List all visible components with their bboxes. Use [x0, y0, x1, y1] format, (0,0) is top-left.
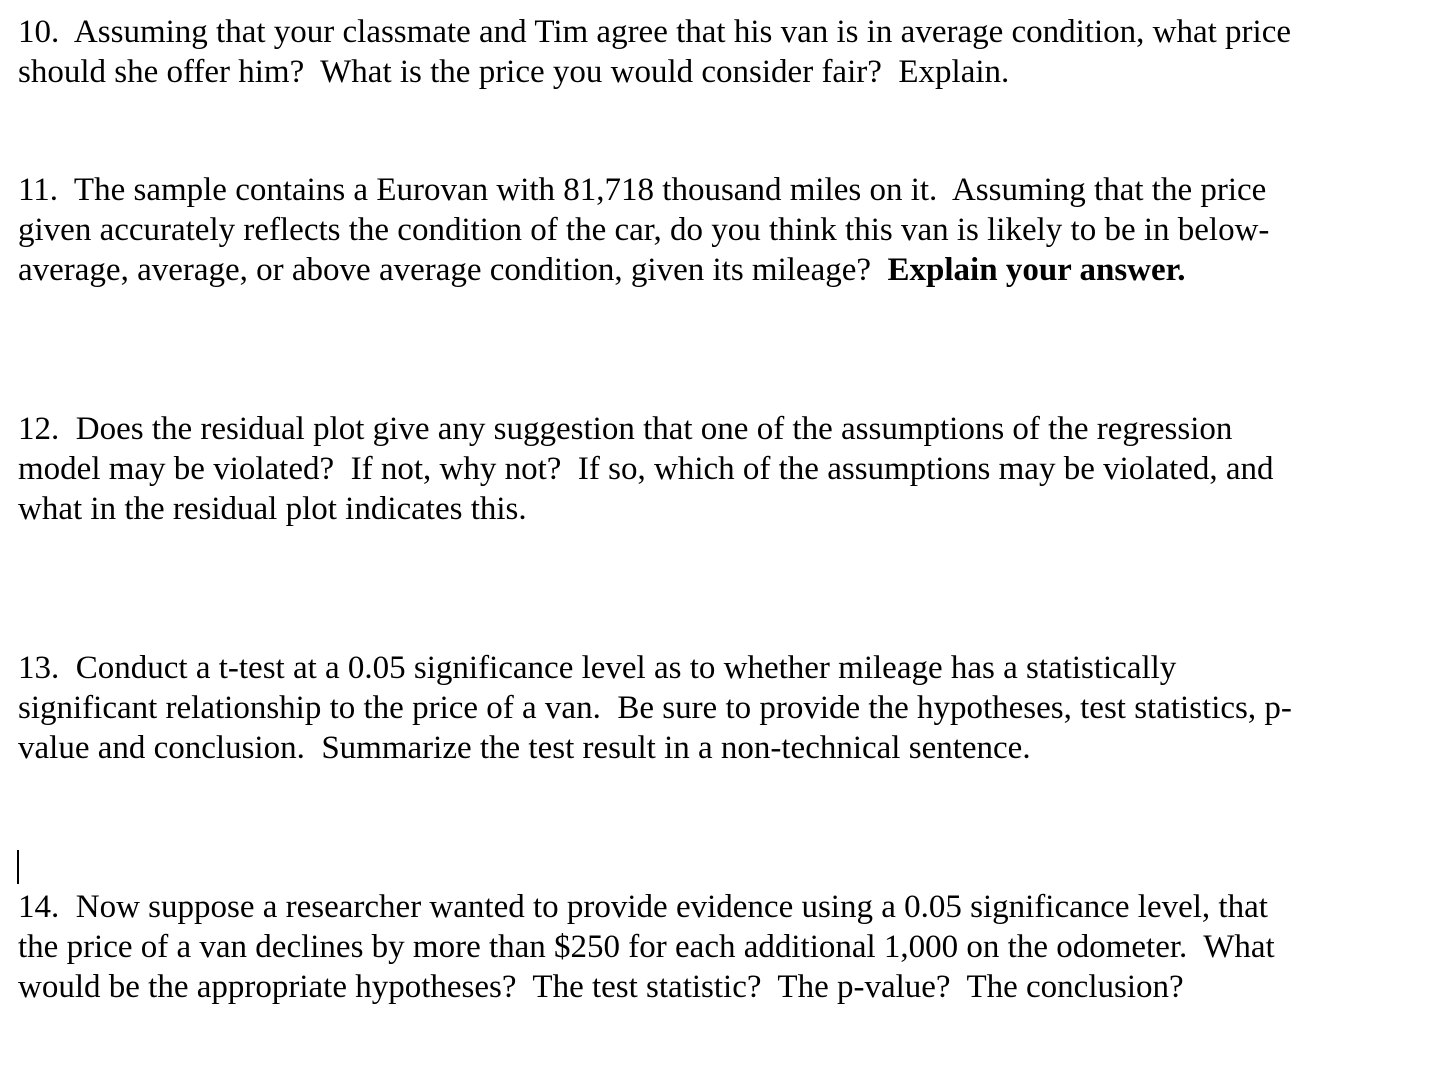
question-13-line-1: 13. Conduct a t-test at a 0.05 significance level as to whether mileage has a statistically — [18, 650, 1177, 686]
question-10 — [18, 12, 1438, 92]
question-10-line-2: should she offer him? What is the price you would consider fair? Explain. — [18, 54, 1010, 90]
question-12 — [18, 409, 1438, 529]
question-13-line-2: significant relationship to the price of a van. Be sure to provide the hypotheses, test statistics, p- — [18, 690, 1292, 726]
text-cursor — [17, 850, 19, 884]
question-13-line-3: value and conclusion. Summarize the test result in a non-technical sentence. — [18, 730, 1031, 766]
question-12-line-2: model may be violated? If not, why not? If so, which of the assumptions may be violated, and — [18, 451, 1274, 487]
question-14-line-2: the price of a van declines by more than $250 for each additional 1,000 on the odometer. What — [18, 929, 1275, 965]
question-11-line-3-wrapper — [18, 250, 1438, 290]
question-12-line-3: what in the residual plot indicates this. — [18, 491, 527, 527]
question-10-line-1: 10. Assuming that your classmate and Tim agree that his van is in average condition, what price — [18, 14, 1291, 50]
question-11-line-1: 11. The sample contains a Eurovan with 81,718 thousand miles on it. Assuming that the price — [18, 172, 1267, 208]
question-13 — [18, 648, 1438, 768]
question-14 — [18, 887, 1438, 1007]
question-11-line-3: average, average, or above average condition, given its mileage? — [18, 252, 888, 288]
question-11 — [18, 170, 1438, 290]
question-14-line-3: would be the appropriate hypotheses? The test statistic? The p-value? The conclusion? — [18, 969, 1184, 1005]
question-11-bold-instruction: Explain your answer. — [887, 252, 1186, 288]
question-11-line-2: given accurately reflects the condition of the car, do you think this van is likely to be in below- — [18, 212, 1270, 248]
question-12-line-1: 12. Does the residual plot give any suggestion that one of the assumptions of the regression — [18, 411, 1233, 447]
question-14-line-1: 14. Now suppose a researcher wanted to provide evidence using a 0.05 significance level, that — [18, 889, 1268, 925]
